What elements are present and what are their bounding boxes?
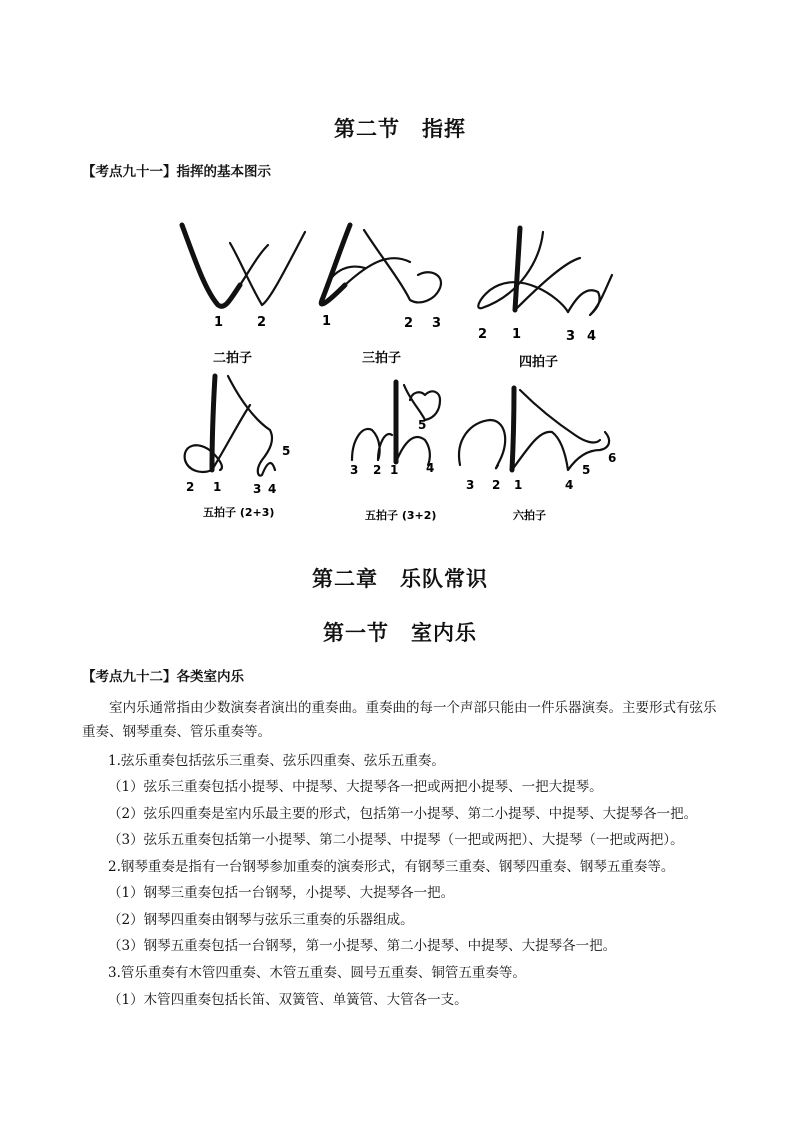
- three-beat-pattern: [321, 225, 441, 366]
- six-num-2: 2: [492, 478, 501, 492]
- three-beat-num-1: 1: [322, 314, 332, 329]
- item-2-1: （1）钢琴三重奏包括一台钢琴，小提琴、大提琴各一把。: [108, 885, 455, 901]
- three-beat-num-2: 2: [404, 316, 414, 331]
- five-beat-2-3-pattern: [185, 376, 291, 519]
- item-2-2: （2）钢琴四重奏由钢琴与弦乐三重奏的乐器组成。: [108, 912, 414, 928]
- item-1-3: （3）弦乐五重奏包括第一小提琴、第二小提琴、中提琴（一把或两把）、大提琴（一把或两把）。: [108, 832, 684, 848]
- two-beat-num-2: 2: [257, 315, 267, 330]
- six-beat-label: 六拍子: [513, 509, 546, 522]
- conducting-patterns-figure: [0, 0, 800, 540]
- item-1-1: （1）弦乐三重奏包括小提琴、中提琴、大提琴各一把或两把小提琴、一把大提琴。: [108, 779, 603, 795]
- item-1-2: （2）弦乐四重奏是室内乐最主要的形式，包括第一小提琴、第二小提琴、中提琴、大提琴各一把。: [108, 806, 698, 822]
- five-b-num-4: 4: [426, 461, 435, 475]
- item-2-3: （3）钢琴五重奏包括一台钢琴，第一小提琴、第二小提琴、中提琴、大提琴各一把。: [108, 938, 617, 954]
- section-title-chamber-music: 第一节 室内乐: [323, 621, 477, 645]
- five-a-num-1: 1: [213, 480, 222, 494]
- three-beat-num-3: 3: [432, 316, 442, 331]
- intro-text: 室内乐通常指由少数演奏者演出的重奏曲。重奏曲的每一个声部只能由一件乐器演奏。主要形式有弦乐重奏、钢琴重奏、管乐重奏等。: [82, 700, 717, 740]
- six-num-5: 5: [582, 463, 591, 477]
- six-num-3: 3: [466, 478, 475, 492]
- exam-point-92-heading: 【考点九十二】各类室内乐: [82, 669, 244, 685]
- six-num-4: 4: [565, 478, 574, 492]
- five-a-num-5: 5: [282, 444, 291, 458]
- two-beat-label: 二拍子: [213, 351, 253, 366]
- four-beat-num-1: 1: [512, 327, 522, 342]
- item-1: 1.弦乐重奏包括弦乐三重奏、弦乐四重奏、弦乐五重奏。: [108, 753, 445, 769]
- five-a-num-4: 4: [268, 482, 277, 496]
- five-a-num-2: 2: [186, 480, 195, 494]
- six-num-6: 6: [608, 451, 617, 465]
- five-b-num-2: 2: [373, 463, 382, 477]
- five-b-label: 五拍子 (3+2): [365, 509, 437, 522]
- six-beat-pattern: [459, 388, 616, 522]
- five-a-num-3: 3: [253, 482, 262, 496]
- five-b-num-3: 3: [350, 463, 359, 477]
- two-beat-pattern: [182, 225, 305, 366]
- four-beat-num-4: 4: [587, 329, 597, 344]
- six-num-1: 1: [514, 478, 523, 492]
- four-beat-pattern: [478, 228, 612, 370]
- item-3-1: （1）木管四重奏包括长笛、双簧管、单簧管、大管各一支。: [108, 992, 468, 1008]
- five-b-num-1: 1: [390, 463, 399, 477]
- intro-paragraph: [82, 696, 722, 744]
- item-2: 2.钢琴重奏是指有一台钢琴参加重奏的演奏形式，有钢琴三重奏、钢琴四重奏、钢琴五重奏等。: [108, 859, 675, 875]
- exam-point-91-heading: 【考点九十一】指挥的基本图示: [82, 164, 271, 180]
- four-beat-num-3: 3: [566, 329, 576, 344]
- section-title-conducting: 第二节 指挥: [334, 117, 466, 141]
- five-beat-3-2-pattern: [350, 382, 440, 522]
- four-beat-num-2: 2: [478, 327, 488, 342]
- item-3: 3.管乐重奏有木管四重奏、木管五重奏、圆号五重奏、铜管五重奏等。: [108, 965, 526, 981]
- chapter-title: 第二章 乐队常识: [312, 567, 488, 591]
- five-a-label: 五拍子 (2+3): [203, 506, 275, 519]
- five-b-num-5: 5: [418, 418, 427, 432]
- three-beat-label: 三拍子: [362, 351, 402, 366]
- two-beat-num-1: 1: [214, 315, 224, 330]
- four-beat-label: 四拍子: [519, 355, 559, 370]
